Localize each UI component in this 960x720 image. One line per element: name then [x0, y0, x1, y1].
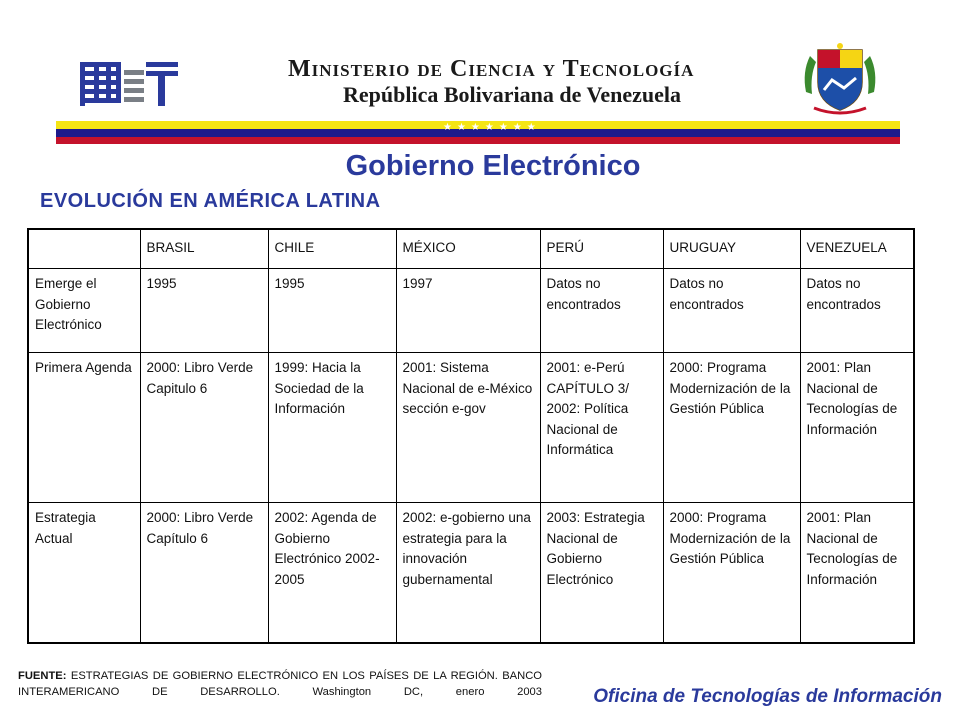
source-note [18, 668, 542, 700]
table-cell: 2003: Estrategia Nacional de Gobierno Electrónico [540, 503, 663, 644]
table-cell: Datos no encontrados [540, 269, 663, 353]
header-cell-peru: PERÚ [540, 229, 663, 269]
page-title: Gobierno Electrónico [345, 150, 641, 182]
republic-subtitle: República Bolivariana de Venezuela [343, 82, 681, 107]
office-name: Oficina de Tecnologías de Información [593, 686, 942, 707]
page-subtitle: EVOLUCIÓN EN AMÉRICA LATINA [40, 190, 381, 212]
row-label-cell: Primera Agenda [28, 353, 140, 503]
table-cell: 1997 [396, 269, 540, 353]
table-cell: 1999: Hacia la Sociedad de la Información [268, 353, 396, 503]
table-cell: 2000: Programa Modernización de la Gestión Pública [663, 353, 800, 503]
table-cell: Datos no encontrados [663, 269, 800, 353]
header-cell-mexico: MÉXICO [396, 229, 540, 269]
table-row [28, 503, 914, 644]
row-label-cell: Estrategia Actual [28, 503, 140, 644]
coat-of-arms-icon [798, 42, 882, 116]
table-cell: 2000: Programa Modernización de la Gestión Pública [663, 503, 800, 644]
table-row [28, 269, 914, 353]
table-cell: 2002: e-gobierno una estrategia para la innovación gubernamental [396, 503, 540, 644]
header-cell-venezuela: VENEZUELA [800, 229, 914, 269]
table-cell: 1995 [268, 269, 396, 353]
header-cell-chile: CHILE [268, 229, 396, 269]
table-cell: 2000: Libro Verde Capitulo 6 [140, 353, 268, 503]
table-cell: 2001: Sistema Nacional de e-México sección e-gov [396, 353, 540, 503]
stars-decoration: ★★★★★★★ [443, 122, 541, 133]
table-cell: 2001: e-Perú CAPÍTULO 3/ 2002: Política Nacional de Informática [540, 353, 663, 503]
table-header-row [28, 229, 914, 269]
mct-logo [80, 60, 178, 108]
header-cell-uruguay: URUGUAY [663, 229, 800, 269]
table-cell: 2001: Plan Nacional de Tecnologías de Información [800, 503, 914, 644]
table-cell: 2001: Plan Nacional de Tecnologías de Información [800, 353, 914, 503]
evolution-table [27, 228, 915, 644]
table-cell: 1995 [140, 269, 268, 353]
table-cell: Datos no encontrados [800, 269, 914, 353]
table-cell: 2002: Agenda de Gobierno Electrónico 2002-2005 [268, 503, 396, 644]
source-text: ESTRATEGIAS DE GOBIERNO ELECTRÓNICO EN LOS PAÍSES DE LA REGIÓN. BANCO INTERAMERICANO DE DESARROLLO. Washington DC, enero 2003 [18, 670, 543, 698]
table-row [28, 353, 914, 503]
ministry-title: Ministerio de Ciencia y Tecnología [288, 56, 695, 82]
header-cell-brasil: BRASIL [140, 229, 268, 269]
source-label: FUENTE: [18, 670, 67, 682]
table-cell: 2000: Libro Verde Capítulo 6 [140, 503, 268, 644]
header-cell-empty [28, 229, 140, 269]
row-label-cell: Emerge el Gobierno Electrónico [28, 269, 140, 353]
